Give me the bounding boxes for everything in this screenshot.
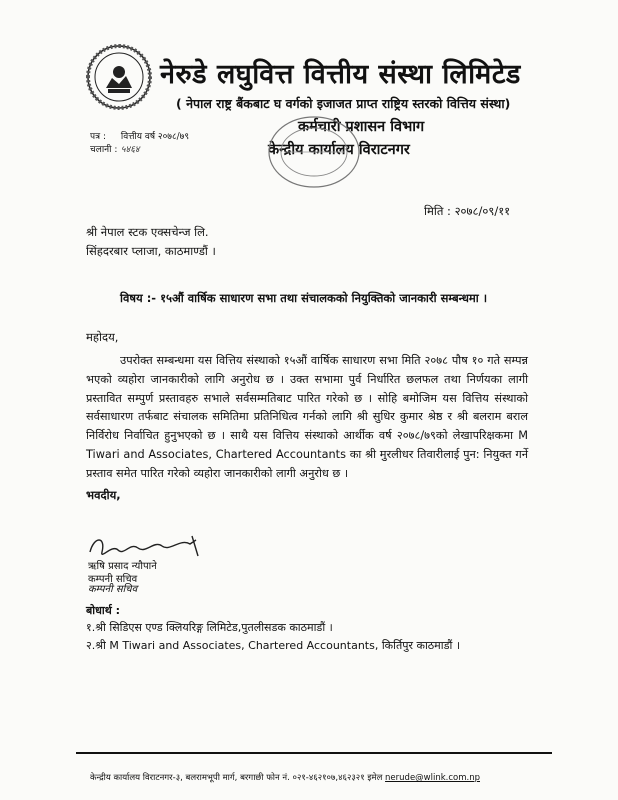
chalani-value: ५४६४	[120, 145, 140, 155]
handwritten-signature	[84, 530, 214, 564]
office-stamp	[264, 112, 364, 190]
company-logo-seal	[86, 44, 152, 110]
org-subtitle: ( नेपाल राष्ट्र बैंकबाट घ वर्गको इजाजत प्राप्त राष्ट्रिय स्तरको वित्तिय संस्था)	[176, 96, 511, 111]
recipient-line-1: श्री नेपाल स्टक एक्सचेन्ज लि.	[86, 225, 209, 239]
footer-address: केन्द्रीय कार्यालय विराटनगर-३, बलरामभूपी मार्ग, बरगाछी फोन नं. ०२१-४६२१०७,४६२३२१ इमेल	[90, 773, 383, 783]
signer-title-handwritten: कम्पनी सचिव	[88, 584, 138, 595]
letter-date: मिति : २०७८/०९/११	[424, 204, 511, 218]
letter-body: उपरोक्त सम्बन्धमा यस वित्तिय संस्थाको १५औं वार्षिक साधारण सभा मिति २०७८ पौष १० गते सम्पन्न भएको व्यहोरा जानकारीको लागि अनुरोध छ । उक्त सभामा पुर्व निर्धारित छलफल तथा निर्णयका लागी प्रस्तावित सम्पुर्ण प्रस्तावहरु सभाले सर्वसम्मतिबाट पारित गरेको छ । सोहि बमोजिम यस वित्तिय संस्थाको सर्वसाधारण तर्फबाट संचालक समितिमा प्रतिनिधित्व गर्नको लागि श्री सुधिर कुमार श्रेष्ठ र श्री बलराम बराल निर्विरोध निर्वाचित हुनुभएको छ । साथै यस वित्तिय संस्थाको आर्थीक वर्ष २०७८/७९को लेखापरिक्षकमा M Tiwari and Associates, Chartered Accountants का श्री मुरलीधर तिवारीलाई पुन: नियुक्त गर्ने प्रस्ताव समेत पारित गरेको व्यहोरा जानकारीको लागी अनुरोध छ ।	[86, 354, 528, 480]
footer-rule	[76, 752, 552, 754]
signer-name: ऋषि प्रसाद न्यौपाने	[88, 561, 157, 572]
office-name: केन्द्रीय कार्यालय विराटनगर	[268, 142, 410, 158]
closing: भवदीय,	[86, 488, 121, 502]
reference-block	[90, 131, 189, 157]
signer-title: कम्पनी सचिव	[88, 574, 138, 585]
copy-to-item-2: २.श्री M Tiwari and Associates, Chartered Accountants, किर्तिपुर काठमाडौं ।	[86, 639, 461, 652]
copy-to-label: बोधार्थ :	[86, 604, 121, 617]
recipient-line-2: सिंहदरबार प्लाजा, काठमाण्डौं ।	[86, 244, 216, 258]
org-name: नेरुडे लघुवित्त वित्तीय संस्था लिमिटेड	[160, 59, 521, 90]
department-name: कर्मचारी प्रशासन विभाग	[298, 119, 425, 135]
copy-to-item-1: १.श्री सिडिएस एण्ड क्लियरिङ्ग लिमिटेड,पुतलीसडक काठमाडौं ।	[86, 621, 333, 634]
patra-label: पत्र :	[90, 132, 106, 142]
letter-subject: विषय :- १५औं वार्षिक साधारण सभा तथा संचालकको नियुक्तिको जानकारी सम्बन्धमा ।	[120, 291, 488, 305]
footer-email[interactable]: nerude@wlink.com.np	[385, 773, 480, 783]
footer	[90, 772, 480, 783]
salutation: महोदय,	[86, 330, 119, 344]
signer-block	[88, 560, 157, 596]
patra-value: वित्तीय वर्ष २०७८/७९	[120, 132, 190, 142]
chalani-label: चलानी :	[90, 145, 118, 155]
